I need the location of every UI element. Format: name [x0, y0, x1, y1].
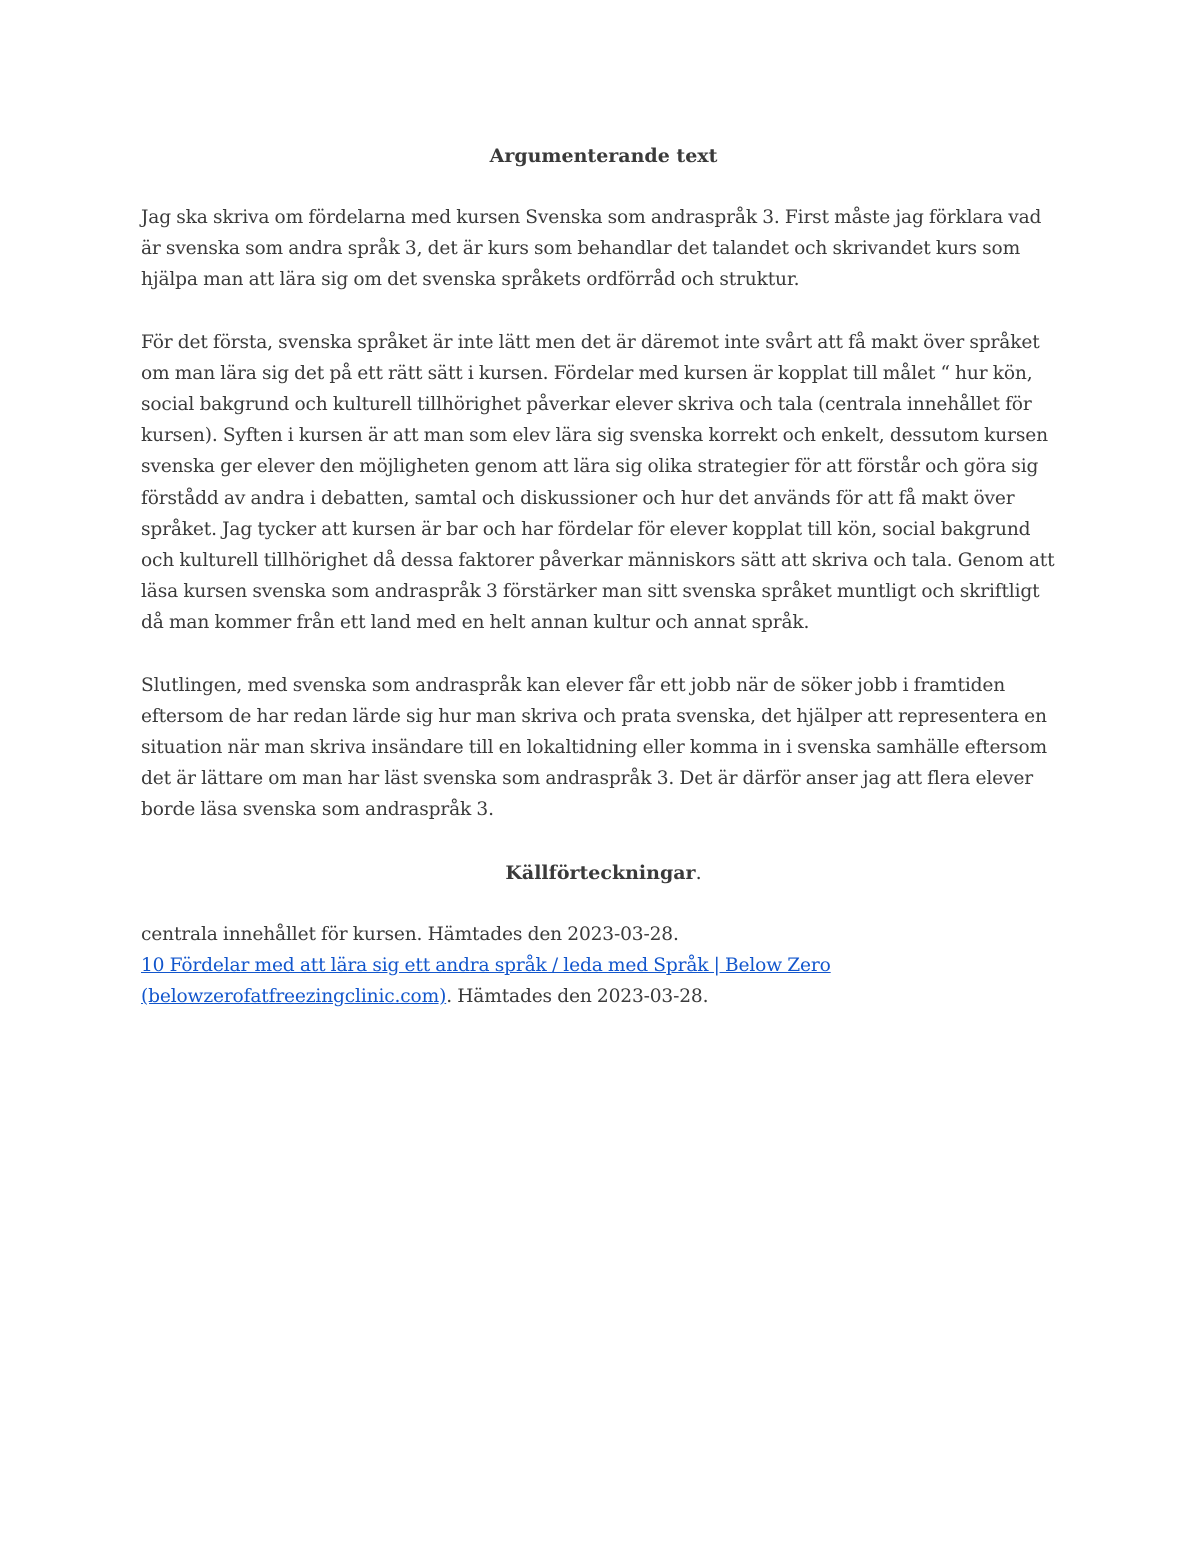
paragraph-intro: Jag ska skriva om fördelarna med kursen Svenska som andraspråk 3. First måste jag förklara vad är svenska som andra språk 3, det är kurs som behandlar det talandet och skrivandet kurs som hjälpa man att lära sig om det svenska språkets ordförråd och struktur. — [141, 207, 1042, 291]
document-title: Argumenterande text — [489, 145, 718, 167]
reference-item-2-suffix: . Hämtades den 2023-03-28. — [446, 986, 709, 1008]
reference-item-1: centrala innehållet för kursen. Hämtades den 2023-03-28. — [141, 923, 679, 945]
references-heading-punct: . — [695, 861, 702, 884]
references-heading-text: Källförteckningar — [505, 861, 696, 884]
document-body — [141, 140, 1066, 1012]
reference-item-2 — [141, 950, 1066, 1012]
references-heading — [141, 857, 1066, 889]
paragraph-first-argument: För det första, svenska språket är inte lätt men det är däremot inte svårt att få makt över språket om man lära sig det på ett rätt sätt i kursen. Fördelar med kursen är kopplat till målet “ hur kön, social bakgrund och kulturell tillhörighet påverkar elever skriva och tala (centrala innehållet för kursen). Syften i kursen är att man som elev lära sig svenska korrekt och enkelt, dessutom kursen svenska ger elever den möjligheten genom att lära sig olika strategier för att förstår och göra sig förstådd av andra i debatten, samtal och diskussioner och hur det används för att få makt över språket. Jag tycker att kursen är bar och har fördelar för elever kopplat till kön, social bakgrund och kulturell tillhörighet då dessa faktorer påverkar människors sätt att skriva och tala. Genom att läsa kursen svenska som andraspråk 3 förstärker man sitt svenska språket muntligt och skriftligt då man kommer från ett land med en helt annan kultur och annat språk. — [141, 331, 1055, 634]
paragraph-conclusion: Slutlingen, med svenska som andraspråk kan elever får ett jobb när de söker jobb i framtiden eftersom de har redan lärde sig hur man skriva och prata svenska, det hjälper att representera en situation när man skriva insändare till en lokaltidning eller komma in i svenska samhälle eftersom det är lättare om man har läst svenska som andraspråk 3. Det är därför anser jag att flera elever borde läsa svenska som andraspråk 3. — [141, 674, 1048, 821]
reference-link[interactable]: 10 Fördelar med att lära sig ett andra språk / leda med Språk | Below Zero (belowzerofatfreezingclinic.com) — [141, 954, 831, 1008]
